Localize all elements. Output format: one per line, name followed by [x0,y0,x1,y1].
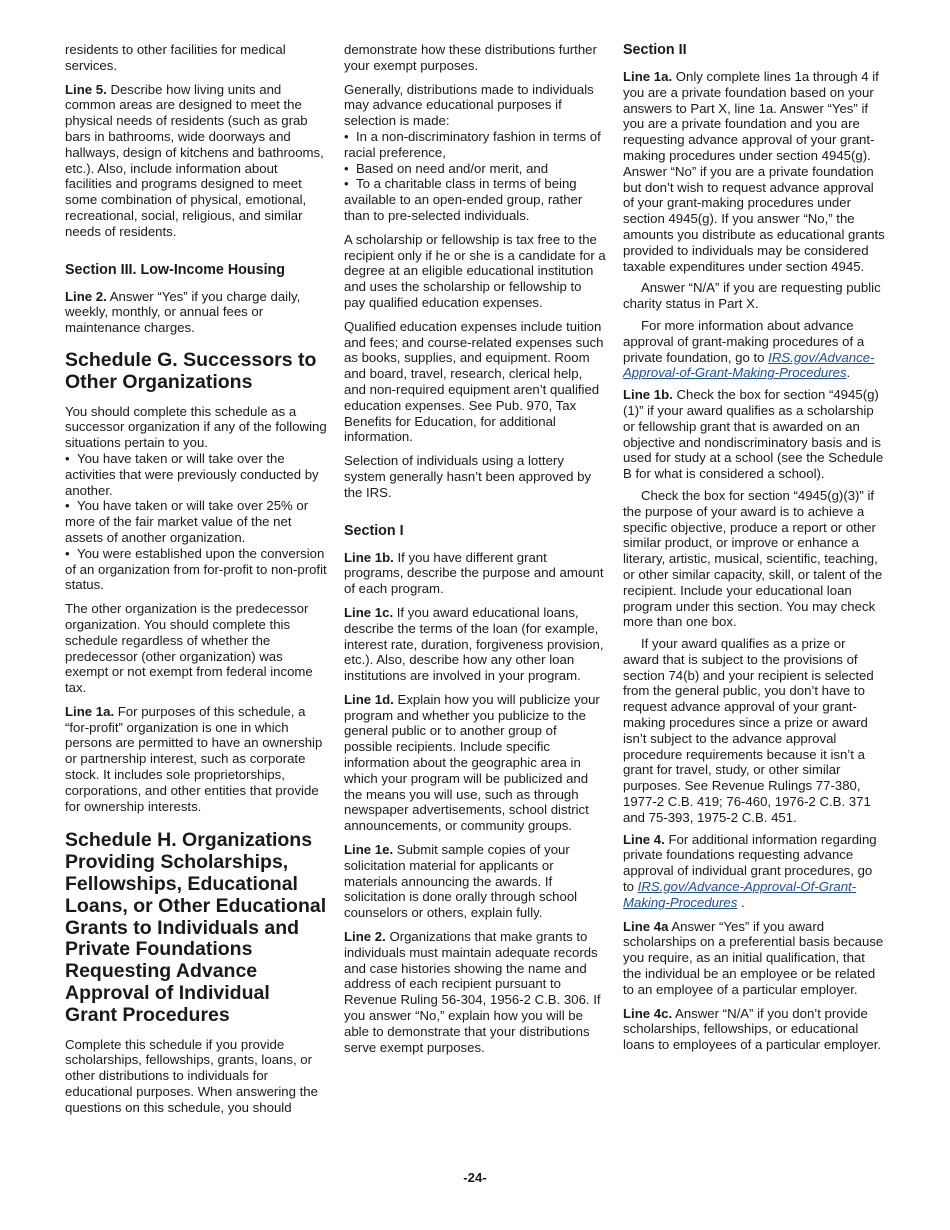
paragraph-na: Answer “N/A” if you are requesting public charity status in Part X. [623,280,881,312]
line-text: For additional information regarding private foundations requesting advance approval of individual grant procedures, go to [623,831,877,895]
line-text: For purposes of this schedule, a “for-profit” organization is one in which persons are permitted to have an ownership or partnership interest, such as corporate stock. It includes sole proprietorships, corporations, and other entities that provide for ownership interests. [65,703,323,814]
list-item: • In a non-discriminatory fashion in terms of racial preference, [344,128,601,160]
page-number: -24- [463,1170,487,1185]
schedule-g-bullets [65,451,327,593]
column-left [65,42,327,1124]
list-item: • To a charitable class in terms of being available to an open-ended group, rather than to pre-selected individuals. [344,176,583,223]
line-text: Explain how you will publicize your program and whether you publicize to the general public or to another group of possible recipients. Include specific information about the geographic area in which your program will be publicized and the means you will use, such as through newspaper advertisements, school district announcements, or community groups. [344,691,600,834]
irs-link[interactable]: IRS.gov/Advance-Approval-Of-Grant-Making-Procedures [623,879,857,910]
paragraph-line1e [344,842,606,921]
paragraph-prize: If your award qualifies as a prize or award that is subject to the provisions of section 74(b) and your recipient is selected from the general public, you don’t have to request advance approval of your grant-making procedures since a prize or award isn’t subject to the advance approval procedure requirements because it isn’t a grant for travel, study, or other similar purposes. See Revenue Rulings 77-380, 1977-2 C.B. 419; 76-460, 1976-2 C.B. 371 and 75-393, 1975-2 C.B. 451. [623,636,874,825]
line-label: Line 4. [623,831,665,847]
selection-bullets [344,129,606,224]
paragraph-line1b [623,387,885,482]
paragraph-line1b [344,550,606,597]
list-item: • You have taken or will take over the activities that were previously conducted by another. [65,450,319,498]
line-text: Check the box for section “4945(g)(1)” if your award qualifies as a scholarship or fellowship grant that is awarded on an objective and nondiscriminatory basis and is used for study at a school (see the Schedule B for what is considered a school). [623,387,884,482]
paragraph-tax-free: A scholarship or fellowship is tax free to the recipient only if he or she is a candidate for a degree at an eligible educational institution and uses the scholarship or fellowship to pay qualified education expenses. [344,231,606,310]
section-heading: Section II [623,42,687,58]
paragraph-line1a [65,704,327,815]
paragraph-line5 [65,82,327,240]
line-label: Line 1a. [623,69,673,84]
list-item: • Based on need and/or merit, and [344,160,549,176]
paragraph-lottery: Selection of individuals using a lottery system generally hasn’t been approved by the IRS. [344,453,592,500]
line-text: Answer “N/A” if you don’t provide scholarships, fellowships, or educational loans to employees of a particular employer. [623,1005,882,1053]
paragraph-line2 [65,289,327,336]
schedule-g-intro: You should complete this schedule as a successor organization if any of the following situations pertain to you. [65,403,327,451]
paragraph-line1a [623,69,885,274]
line-label: Line 2. [65,288,107,304]
line-text: Answer “Yes” if you charge daily, weekly, monthly, or annual fees or maintenance charges. [65,288,301,336]
paragraph-check-box: Check the box for section “4945(g)(3)” if the purpose of your award is to achieve a specific objective, produce a report or other similar product, or improve or enhance a literary, artistic, musical, scientific, teaching, or other similar capacity, skill, or talent of the recipient. Include your educational loan program under this section. You may check more than one box. [623,487,883,630]
section-heading: Section III. Low-Income Housing [65,261,286,278]
schedule-g-paragraph: The other organization is the predecessor organization. You should complete this schedule regardless of whether the predecessor (other organization) was exempt or not exempt from federal income tax. [65,601,313,696]
schedule-h-heading: Schedule H. Organizations Providing Scholarships, Fellowships, Educational Loans, or Other Educational Grants to Individuals and Private Foundations Requesting Advance Approval of Individual Grant Procedures [65,829,327,1026]
paragraph-line1d [344,692,606,834]
line-label: Line 4c. [623,1005,673,1021]
schedule-h-intro: Complete this schedule if you provide scholarships, fellowships, grants, loans, or other distributions to individuals for educational purposes. When answering the questions on this schedule, you should [65,1036,318,1115]
line-text: If you have different grant programs, describe the purpose and amount of each program. [344,549,604,597]
line-label: Line 4a [623,918,669,934]
paragraph-continuation: residents to other facilities for medical services. [65,42,286,73]
schedule-g-heading: Schedule G. Successors to Other Organizations [65,348,317,393]
line-label: Line 1b. [344,549,394,565]
line-text: Answer “Yes” if you award scholarships on a preferential basis because you require, as an initial qualification, that the individual be an employee or be related to an employee of a particular employer. [623,918,884,997]
column-middle [344,42,606,1063]
list-item: • You were established upon the conversion of an organization from for-profit to non-profit status. [65,545,327,593]
line-label: Line 1b. [623,387,673,403]
line-label: Line 5. [65,81,107,97]
line-text: Submit sample copies of your solicitation material for applicants or materials announcing the awards. If solicitation is done orally through school counselors or others, explain fully. [344,842,578,921]
line-label: Line 2. [344,929,386,945]
line-text: Only complete lines 1a through 4 if you are a private foundation based on your answers to Part X, line 1a. Answer “Yes” if you are a private foundation and you are requesting advance approval of your grant-making procedures under section 4945(g). Answer “No” if you are a private foundation but don’t wish to request advance approval of your grant-making procedures under section 4945(g). If you answer “No,” the amounts you distribute as educational grants provided to individuals may be considered taxable expenditures under section 4945. [623,69,885,274]
paragraph-more-info: For more information about advance approval of grant-making procedures of a private foundation, go to IRS.gov/Advance-Approval-of-Grant-Making-Procedures. [623,317,875,381]
paragraph-line2 [344,929,606,1055]
line-text: Organizations that make grants to individuals must maintain adequate records and case histories showing the name and address of each recipient pursuant to Revenue Ruling 56-304, 1956-2 C.B. 306. If you answer “No,” explain how you will be able to demonstrate that your distributions serve exempt purposes. [344,929,601,1055]
paragraph-line1c [344,605,606,684]
column-right [623,42,885,1061]
paragraph-line4a [623,919,885,998]
paragraph-continuation: demonstrate how these distributions further your exempt purposes. [344,42,597,73]
paragraph-qualified-expenses: Qualified education expenses include tuition and fees; and course-related expenses such as books, supplies, and equipment. Room and board, travel, research, clerical help, and non-required equipment aren’t qualified education expenses. See Pub. 970, Tax Benefits for Education, for additional information. [344,318,604,445]
line-text: If you award educational loans, describe the terms of the loan (for example, interest rate, duration, forgiveness provision, etc.). Also, describe how any other loan institutions are involved in your program. [344,604,604,684]
paragraph-line4c [623,1006,885,1053]
paragraph-line4: Line 4. For additional information regarding private foundations requesting advance approval of individual grant procedures, go to IRS.gov/Advance-Approval-Of-Grant-Making-Procedures . [623,831,877,910]
line-label: Line 1c. [344,604,394,620]
paragraph-generally: Generally, distributions made to individuals may advance educational purposes if selection is made: [344,81,594,129]
line-label: Line 1e. [344,842,394,858]
line-label: Line 1a. [65,703,115,719]
irs-link[interactable]: IRS.gov/Advance-Approval-of-Grant-Making-Procedures [623,349,875,381]
list-item: • You have taken or will take over 25% or more of the fair market value of the net assets of another organization. [65,498,309,545]
section-heading: Section I [344,522,404,539]
line-label: Line 1d. [344,691,394,707]
line-text: Describe how living units and common areas are designed to meet the physical needs of residents (such as grab bars in bathrooms, wide doorways and hallways, design of kitchens and bathrooms, etc.). Also, include information about facilities and programs designed to meet some combination of physical, emotional, recreational, social, religious, and similar needs of residents. [65,81,324,239]
